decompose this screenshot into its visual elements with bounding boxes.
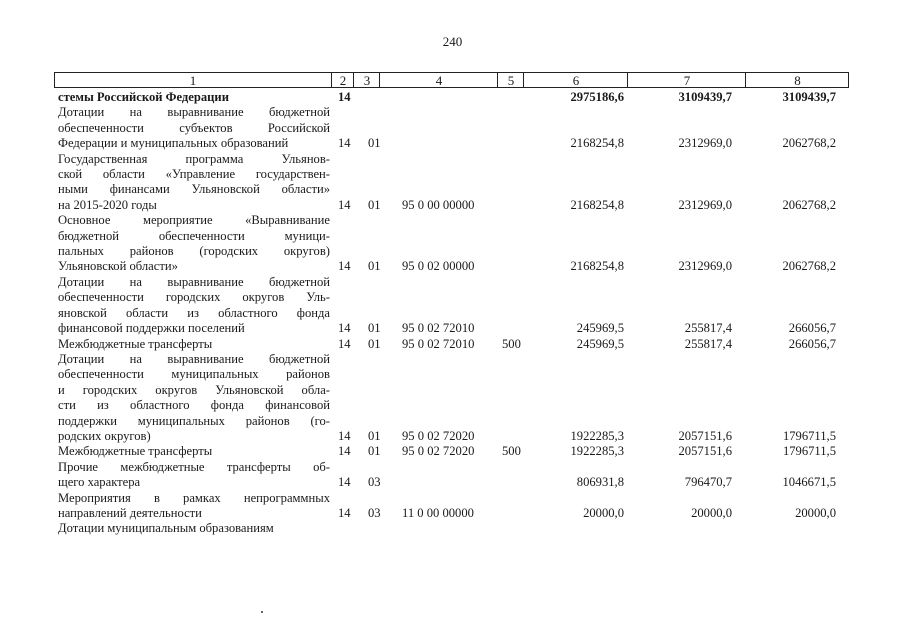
cell-col-4: 95 0 02 72010 [402, 336, 475, 351]
description-line: и городских округов Ульяновской обла- [58, 382, 330, 397]
cell-col-2: 14 [338, 444, 351, 459]
column-header-8: 8 [745, 73, 849, 87]
table-row [58, 521, 848, 536]
description-line: Федерации и муниципальных образований [58, 136, 289, 151]
description-line: Прочие межбюджетные трансферты об- [58, 459, 330, 474]
cell-col-6: 20000,0 [583, 505, 624, 520]
cell-col-4: 95 0 02 72010 [402, 321, 475, 336]
cell-col-3: 01 [368, 428, 381, 443]
cell-col-2: 14 [338, 197, 351, 212]
table-row [58, 105, 848, 151]
cell-col-3: 01 [368, 259, 381, 274]
table-row [58, 352, 848, 444]
cell-col-3: 01 [368, 336, 381, 351]
cell-col-7: 255817,4 [684, 336, 732, 351]
cell-col-8: 3109439,7 [782, 90, 836, 104]
description-line: Дотации на выравнивание бюджетной [58, 274, 330, 289]
column-header-1: 1 [189, 73, 197, 88]
cell-col-5: 500 [502, 336, 521, 351]
cell-col-6: 245969,5 [576, 336, 624, 351]
cell-col-2: 14 [338, 259, 351, 274]
cell-col-6: 245969,5 [576, 321, 624, 336]
cell-col-8: 266056,7 [788, 336, 836, 351]
description-line: Государственная программа Ульянов- [58, 151, 330, 166]
cell-col-4: 95 0 02 72020 [402, 428, 475, 443]
cell-col-3: 01 [368, 444, 381, 459]
cell-col-7: 20000,0 [691, 505, 732, 520]
cell-col-6: 1922285,3 [570, 428, 624, 443]
description-line: обеспеченности муниципальных районов [58, 367, 330, 382]
row-description [58, 521, 330, 536]
column-header-4: 4 [379, 73, 498, 87]
description-line: Мероприятия в рамках непрограммных [58, 490, 330, 505]
row-description [58, 460, 330, 491]
cell-col-8: 2062768,2 [782, 259, 836, 274]
cell-col-7: 2312969,0 [678, 259, 732, 274]
cell-col-6: 2168254,8 [570, 259, 624, 274]
description-line: Межбюджетные трансферты [58, 444, 213, 459]
description-line: Ульяновской области» [58, 259, 178, 274]
cell-col-5: 500 [502, 444, 521, 459]
cell-col-7: 2312969,0 [678, 197, 732, 212]
cell-col-6: 806931,8 [576, 475, 624, 490]
cell-col-8: 266056,7 [788, 321, 836, 336]
cell-col-7: 3109439,7 [678, 90, 732, 104]
cell-col-8: 1796711,5 [782, 444, 836, 459]
description-line: обеспеченности субъектов Российской [58, 120, 330, 135]
cell-col-8: 1796711,5 [782, 428, 836, 443]
cell-col-8: 2062768,2 [782, 197, 836, 212]
row-description [58, 213, 330, 275]
cell-col-4: 95 0 02 72020 [402, 444, 475, 459]
description-line: на 2015-2020 годы [58, 197, 157, 212]
cell-col-3: 03 [368, 475, 381, 490]
description-line: родских округов) [58, 428, 151, 443]
cell-col-4: 95 0 02 00000 [402, 259, 475, 274]
row-description [58, 444, 330, 459]
table-row [58, 491, 848, 522]
description-line: финансовой поддержки поселений [58, 321, 245, 336]
column-header-2: 2 [331, 73, 354, 87]
description-line: Основное мероприятие «Выравнивание [58, 213, 330, 228]
table-body [58, 90, 848, 537]
table-row [58, 152, 848, 214]
row-description [58, 352, 330, 444]
cell-col-6: 2168254,8 [570, 197, 624, 212]
table-row [58, 275, 848, 337]
description-line: стемы Российской Федерации [58, 90, 229, 104]
description-line: направлений деятельности [58, 505, 202, 520]
cell-col-3: 01 [368, 321, 381, 336]
cell-col-6: 2975186,6 [570, 90, 624, 104]
cell-col-7: 2057151,6 [678, 444, 732, 459]
table-row [58, 337, 848, 352]
row-description [58, 491, 330, 522]
cell-col-7: 255817,4 [684, 321, 732, 336]
description-line: Дотации на выравнивание бюджетной [58, 351, 330, 366]
description-line: Дотации муниципальным образованиям [58, 521, 274, 536]
stray-mark [261, 611, 263, 613]
description-line: сти из областного фонда финансовой [58, 398, 330, 413]
cell-col-3: 01 [368, 136, 381, 151]
cell-col-7: 2312969,0 [678, 136, 732, 151]
description-line: бюджетной обеспеченности муници- [58, 228, 330, 243]
description-line: обеспеченности городских округов Уль- [58, 290, 330, 305]
cell-col-2: 14 [338, 336, 351, 351]
column-header-6: 6 [523, 73, 628, 87]
cell-col-6: 1922285,3 [570, 444, 624, 459]
description-line: Межбюджетные трансферты [58, 336, 213, 351]
description-line: щего характера [58, 475, 141, 490]
column-header-3: 3 [353, 73, 380, 87]
cell-col-2: 14 [338, 505, 351, 520]
cell-col-4: 11 0 00 00000 [402, 505, 474, 520]
cell-col-2: 14 [338, 90, 351, 104]
row-description [58, 152, 330, 214]
table-row [58, 460, 848, 491]
description-line: пальных районов (городских округов) [58, 244, 330, 259]
description-line: Дотации на выравнивание бюджетной [58, 105, 330, 120]
cell-col-7: 796470,7 [684, 475, 732, 490]
cell-col-4: 95 0 00 00000 [402, 197, 475, 212]
description-line: поддержки муниципальных районов (го- [58, 413, 330, 428]
table-row [58, 90, 848, 105]
cell-col-8: 20000,0 [795, 505, 836, 520]
description-line: ской области «Управление государствен- [58, 167, 330, 182]
row-description [58, 90, 330, 105]
column-header-7: 7 [627, 73, 746, 87]
cell-col-6: 2168254,8 [570, 136, 624, 151]
cell-col-8: 2062768,2 [782, 136, 836, 151]
cell-col-2: 14 [338, 136, 351, 151]
row-description [58, 275, 330, 337]
page-number: 240 [442, 34, 463, 49]
cell-col-8: 1046671,5 [782, 475, 836, 490]
description-line: яновской области из областного фонда [58, 305, 330, 320]
cell-col-2: 14 [338, 475, 351, 490]
table-header [54, 72, 849, 88]
cell-col-7: 2057151,6 [678, 428, 732, 443]
cell-col-3: 03 [368, 505, 381, 520]
cell-col-3: 01 [368, 197, 381, 212]
table-row [58, 444, 848, 459]
table-row [58, 213, 848, 275]
description-line: ными финансами Ульяновской области» [58, 182, 330, 197]
column-header-5: 5 [497, 73, 524, 87]
row-description [58, 337, 330, 352]
cell-col-2: 14 [338, 321, 351, 336]
cell-col-2: 14 [338, 428, 351, 443]
row-description [58, 105, 330, 151]
